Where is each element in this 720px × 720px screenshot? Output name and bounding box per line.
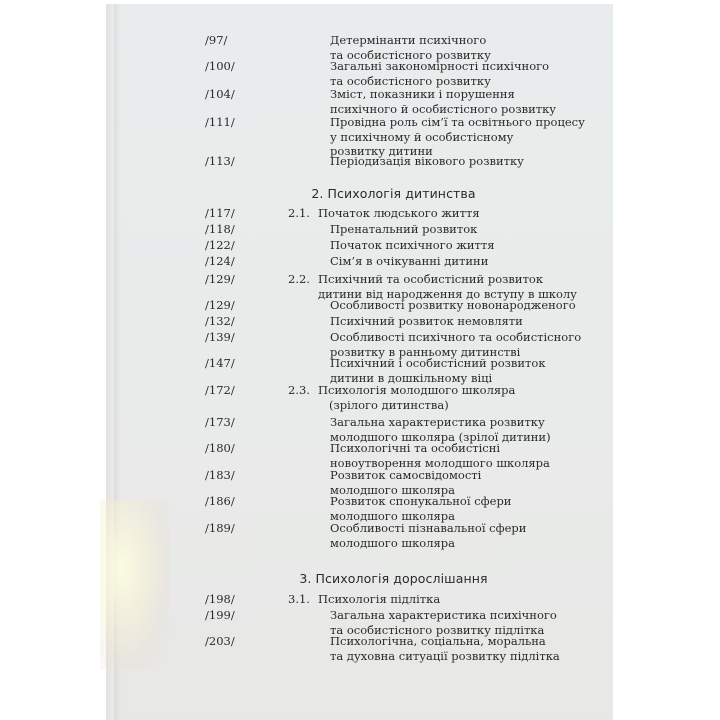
section-heading: 3. Психологія дорослішання [299,571,488,586]
page-number: /104/ [205,87,235,101]
entry-title: Розвиток самосвідомості молодшого школяра [330,468,482,497]
entry-title: Особливості психічного та особистісного розвитку в ранньому дитинстві [330,330,582,359]
page-number: /172/ [205,383,235,397]
entry-title: Початок психічного життя [330,238,495,252]
section-heading: 2. Психологія дитинства [311,186,476,201]
page-number: /111/ [205,115,235,129]
subsection-number: 2.2. [288,272,310,286]
entry-title: Розвиток спонукальної сфери молодшого школяра [330,494,512,523]
entry-title: Провідна роль сім’ї та освітнього процесу у психічному й особистісному розвитку дитини [330,115,585,158]
entry-title: Психологічні та особистісні новоутворення молодшого школяра [330,441,550,470]
entry-title: Детермінанти психічного та особистісного розвитку [330,33,491,62]
entry-title: Психічний та особистісний розвиток дитини від народження до вступу в школу [318,272,577,301]
page-number: /180/ [205,441,235,455]
page-number: /183/ [205,468,235,482]
page-number: /124/ [205,254,235,268]
entry-title: Сім’я в очікуванні дитини [330,254,489,268]
page-number: /132/ [205,314,235,328]
entry-title: Загальна характеристика психічного та особистісного розвитку підлітка [330,608,557,637]
page-number: /100/ [205,59,235,73]
entry-title: Пренатальний розвиток [330,222,478,236]
subsection-number: 3.1. [288,592,310,606]
page-number: /173/ [205,415,235,429]
page-number: /129/ [205,298,235,312]
page-number: /113/ [205,154,235,168]
page-number: /198/ [205,592,235,606]
page-number: /118/ [205,222,235,236]
subsection-number: 2.3. [288,383,310,397]
page-number: /199/ [205,608,235,622]
entry-title: Зміст, показники і порушення психічного й особистісного розвитку [330,87,557,116]
entry-title: Психологічна, соціальна, моральна та духовна ситуації розвитку підлітка [330,634,560,663]
page-number: /203/ [205,634,235,648]
entry-title: Психічний і особистісний розвиток дитини в дошкільному віці [330,356,546,385]
entry-title: Початок людського життя [318,206,480,220]
entry-title: Періодизація вікового розвитку [330,154,524,168]
entry-title: Загальна характеристика розвитку молодшого школяра (зрілої дитини) [330,415,551,444]
entry-title: Психологія молодшого школяра (зрілого дитинства) [318,383,516,412]
entry-title: Загальні закономірності психічного та особистісного розвитку [330,59,550,88]
entry-title: Особливості розвитку новонародженого [330,298,576,312]
page-number: /139/ [205,330,235,344]
page-number: /129/ [205,272,235,286]
page-number: /189/ [205,521,235,535]
page-number: /97/ [205,33,228,47]
entry-title: Психологія підлітка [318,592,441,606]
page-number: /186/ [205,494,235,508]
page-number: /147/ [205,356,235,370]
subsection-number: 2.1. [288,206,310,220]
entry-title: Психічний розвиток немовляти [330,314,523,328]
entry-title: Особливості пізнавальної сфери молодшого школяра [330,521,527,550]
page-number: /117/ [205,206,235,220]
page-number: /122/ [205,238,235,252]
